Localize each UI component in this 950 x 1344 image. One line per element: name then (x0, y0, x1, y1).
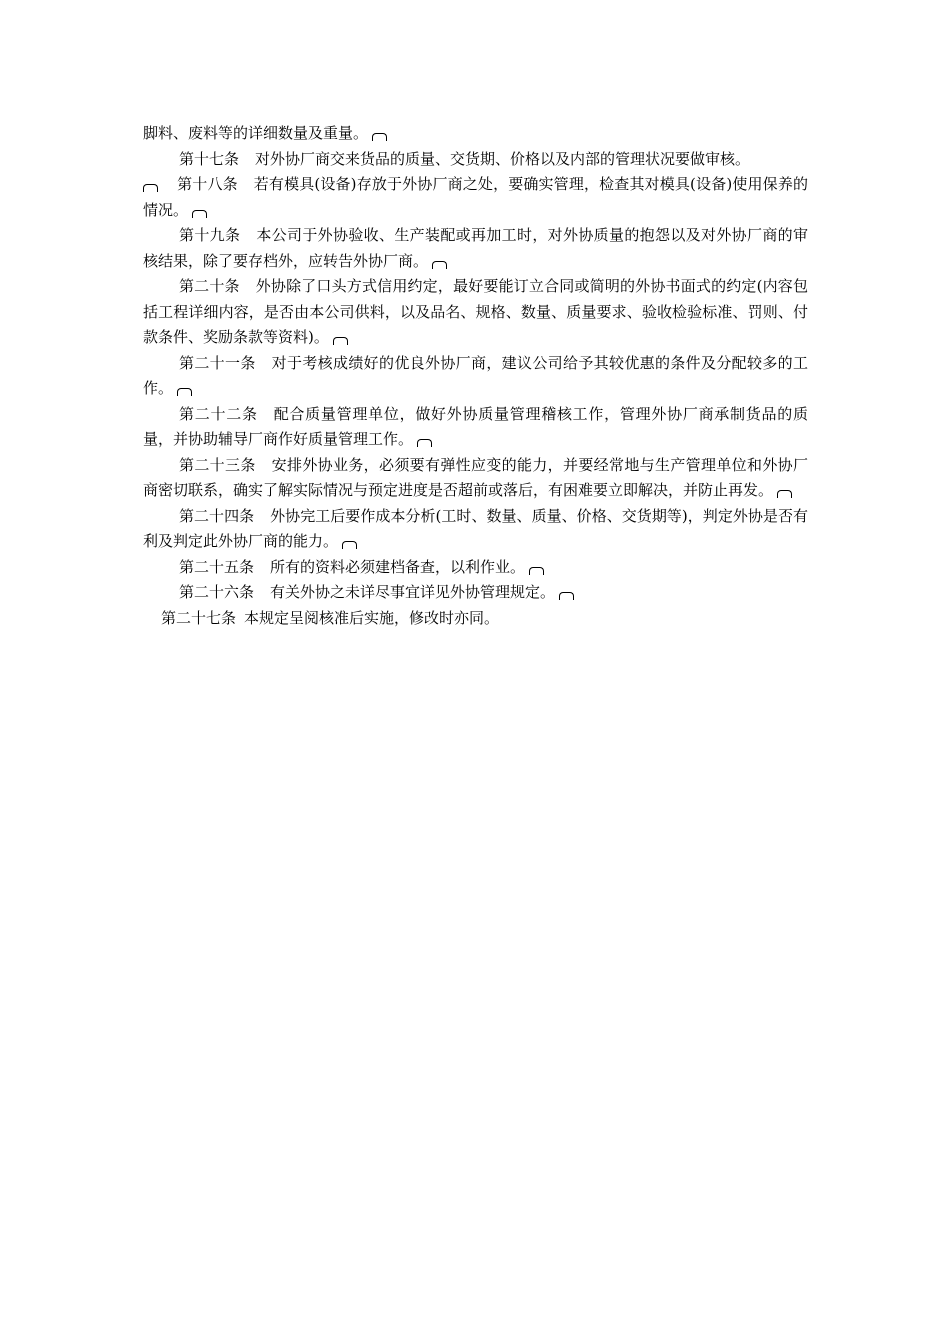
article-number: 第十七条 (179, 149, 240, 168)
paragraph-text: 脚料、废料等的详细数量及重量。 (143, 124, 369, 142)
article-number: 第二十六条 (179, 583, 255, 601)
article-25 (143, 555, 808, 581)
paragraph-mark-icon (777, 490, 792, 498)
article-number: 第十八条 (177, 175, 238, 193)
paragraph-mark-icon (529, 567, 544, 575)
article-19 (143, 223, 808, 274)
article-number: 第二十五条 (179, 557, 255, 576)
article-text: 有关外协之未详尽事宜详见外协管理规定。 (270, 583, 556, 601)
paragraph-mark-icon (372, 133, 387, 141)
paragraph-mark-icon (417, 439, 432, 447)
article-text: 配合质量管理单位，做好外协质量管理稽核工作，管理外协厂商承制货品的质量，并协助辅导厂商作好质量管理工作。 (143, 404, 808, 448)
article-text: 安排外协业务，必须要有弹性应变的能力，并要经常地与生产管理单位和外协厂商密切联系，确实了解实际情况与预定进度是否超前或落后，有困难要立即解决，并防止再发。 (143, 455, 808, 499)
article-text: 所有的资料必须建档备查，以利作业。 (270, 557, 526, 576)
article-text: 对外协厂商交来货品的质量、交货期、价格以及内部的管理状况要做审核。 (255, 149, 751, 168)
article-22 (143, 402, 808, 453)
article-23 (143, 453, 808, 504)
article-text: 本公司于外协验收、生产装配或再加工时，对外协质量的抱怨以及对外协厂商的审核结果，除了要存档外，应转告外协厂商。 (143, 226, 808, 270)
paragraph-mark-icon (559, 592, 574, 600)
article-17 (143, 147, 808, 173)
article-27 (143, 606, 808, 632)
article-text: 外协除了口头方式信用约定，最好要能订立合同或简明的外协书面式的约定(内容包括工程详细内容，是否由本公司供料，以及品名、规格、数量、质量要求、验收检验标准、罚则、付款条件、奖励条款等资料)。 (143, 277, 808, 346)
article-text: 外协完工后要作成本分析(工时、数量、质量、价格、交货期等)，判定外协是否有利及判定此外协厂商的能力。 (143, 506, 808, 550)
article-number: 第二十三条 (179, 455, 256, 474)
paragraph-mark-icon (432, 261, 447, 269)
article-number: 第二十四条 (179, 506, 255, 525)
paragraph-mark-icon (342, 541, 357, 549)
document-body (143, 121, 808, 631)
article-number: 第二十七条 (161, 608, 237, 627)
article-18 (143, 172, 808, 223)
paragraph-continuation (143, 121, 808, 147)
article-text: 对于考核成绩好的优良外协厂商，建议公司给予其较优惠的条件及分配较多的工作。 (143, 353, 808, 397)
article-26 (143, 580, 808, 606)
article-number: 第十九条 (179, 226, 241, 244)
article-number: 第二十二条 (179, 404, 258, 423)
article-20 (143, 274, 808, 351)
article-text: 本规定呈阅核准后实施，修改时亦同。 (244, 608, 500, 627)
article-24 (143, 504, 808, 555)
article-text: 若有模具(设备)存放于外协厂商之处，要确实管理，检查其对模具(设备)使用保养的情况。 (143, 175, 808, 219)
paragraph-mark-icon (143, 184, 158, 192)
article-21 (143, 351, 808, 402)
paragraph-mark-icon (177, 388, 192, 396)
article-number: 第二十一条 (179, 353, 256, 372)
paragraph-mark-icon (333, 337, 348, 345)
article-number: 第二十条 (179, 277, 240, 295)
paragraph-mark-icon (192, 210, 207, 218)
